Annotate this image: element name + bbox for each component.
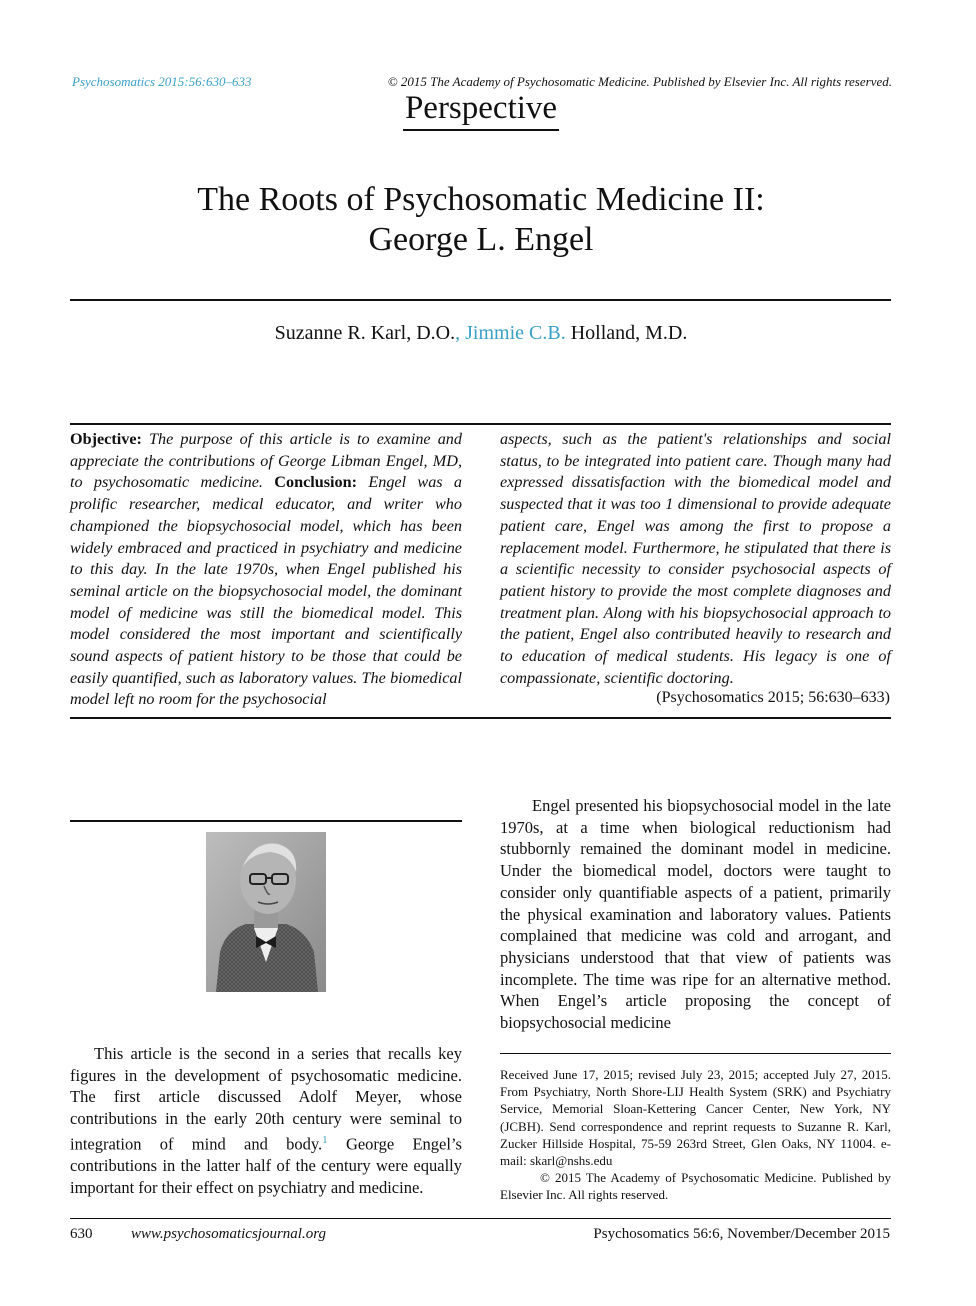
body-right-text: Engel presented his biopsychosocial model in the late 1970s, at a time when biological reductionism had stubbornly remained the dominant model in medicine. Under the biomedical model, doctors were taught to consider only quantifiable aspects of a patient, primarily the physical examination and laboratory values. Patients complained that medicine was cold and arrogant, and physicians understood that that view of patients was incomplete. The time was ripe for an alternative method. When Engel’s article proposing the concept of biopsychosocial medicine [500, 796, 891, 1033]
conclusion-text: Engel was a prolific researcher, medical educator, and writer who championed the biopsychosocial model, which has been widely embraced and practiced in psychiatry and medicine to this day. In the late 1970s, when Engel published his seminal article on the biopsychosocial model, the dominant model of medicine was still the biomedical model. This model considered the most important and scientifically sound aspects of patient history to be those that could be easily quantified, such as laboratory values. The biomedical model left no room for the psychosocial [70, 473, 462, 709]
author-separator: , [455, 322, 461, 344]
abstract-left-column [70, 429, 462, 711]
author-2-link[interactable]: Jimmie C.B. [465, 322, 566, 344]
author-2-rest: Holland, M.D. [565, 322, 688, 344]
section-label-container [0, 90, 962, 127]
footnote-copyright: © 2015 The Academy of Psychosomatic Medicine. Published by Elsevier Inc. All rights reserved. [500, 1170, 891, 1203]
abstract-top-rule [70, 423, 891, 425]
journal-citation-link[interactable]: Psychosomatics 2015:56:630–633 [72, 74, 252, 89]
article-title [0, 180, 962, 260]
objective-label: Objective: [70, 430, 142, 448]
intro-text-b: George Engel’s contributions in the latter half of the century were equally important for their effect on psychiatry and medicine. [70, 1134, 462, 1197]
page-number: 630 [70, 1226, 93, 1242]
title-line-2: George L. Engel [368, 221, 594, 258]
section-label: Perspective [403, 90, 559, 131]
intro-text-a: This article is the second in a series that recalls key figures in the development of psychosomatic medicine. The first article discussed Adolf Meyer, whose contributions in the early 20th century were seminal to integration of mind and body. [70, 1044, 462, 1154]
journal-website-link[interactable]: www.psychosomaticsjournal.org [131, 1226, 327, 1242]
footnote-received: Received June 17, 2015; revised July 23, 2015; accepted July 27, 2015. From Psychiatry, North Shore-LIJ Health System (SRK) and Psychiatry Service, Memorial Sloan-Kettering Cancer Center, New York, NY (JCBH). Send correspondence and reprint requests to Suzanne R. Karl, Zucker Hillside Hospital, 75-59 263rd Street, Glen Oaks, NY 11004. e-mail: skarl@nshs.edu [500, 1067, 891, 1169]
abstract-bottom-rule [70, 717, 891, 719]
author-list [0, 322, 962, 345]
conclusion-label: Conclusion: [274, 473, 358, 492]
abstract-right-column [500, 429, 891, 689]
author-1: Suzanne R. Karl, D.O. [274, 322, 456, 344]
abstract-right-text: aspects, such as the patient's relationships and social status, to be integrated into patient care. Though many had expressed dissatisfaction with the biomedical model and suspected that it was too 1 dimensional to provide adequate patient care, Engel was among the first to propose a replacement model. Furthermore, he stipulated that there is a scientific necessity to consider psychosocial aspects of patient history to provide the most complete diagnoses and treatment plan. Along with his biopsychosocial approach to the patient, Engel also contributed heavily to research and to education of medical students. His legacy is one of compassionate, scientific doctoring. [500, 430, 891, 687]
title-divider [70, 299, 891, 301]
title-line-1: The Roots of Psychosomatic Medicine II: [197, 181, 765, 218]
article-footnote [500, 1066, 891, 1204]
george-engel-portrait [206, 832, 326, 992]
body-paragraph-right [500, 795, 891, 1034]
journal-issue: Psychosomatics 56:6, November/December 2015 [593, 1226, 890, 1242]
intro-paragraph [70, 1043, 462, 1198]
reference-1-link[interactable]: 1 [322, 1133, 328, 1146]
photo-top-rule [70, 820, 462, 822]
footer-rule [70, 1218, 891, 1219]
header-copyright: © 2015 The Academy of Psychosomatic Medicine. Published by Elsevier Inc. All rights reserved. [387, 74, 892, 89]
footnote-rule [500, 1053, 891, 1054]
objective-text: The purpose of this article is to examine and appreciate the contributions of George Libman Engel, MD, to psychosomatic medicine. [70, 430, 462, 492]
abstract-citation: (Psychosomatics 2015; 56:630–633) [656, 689, 890, 706]
